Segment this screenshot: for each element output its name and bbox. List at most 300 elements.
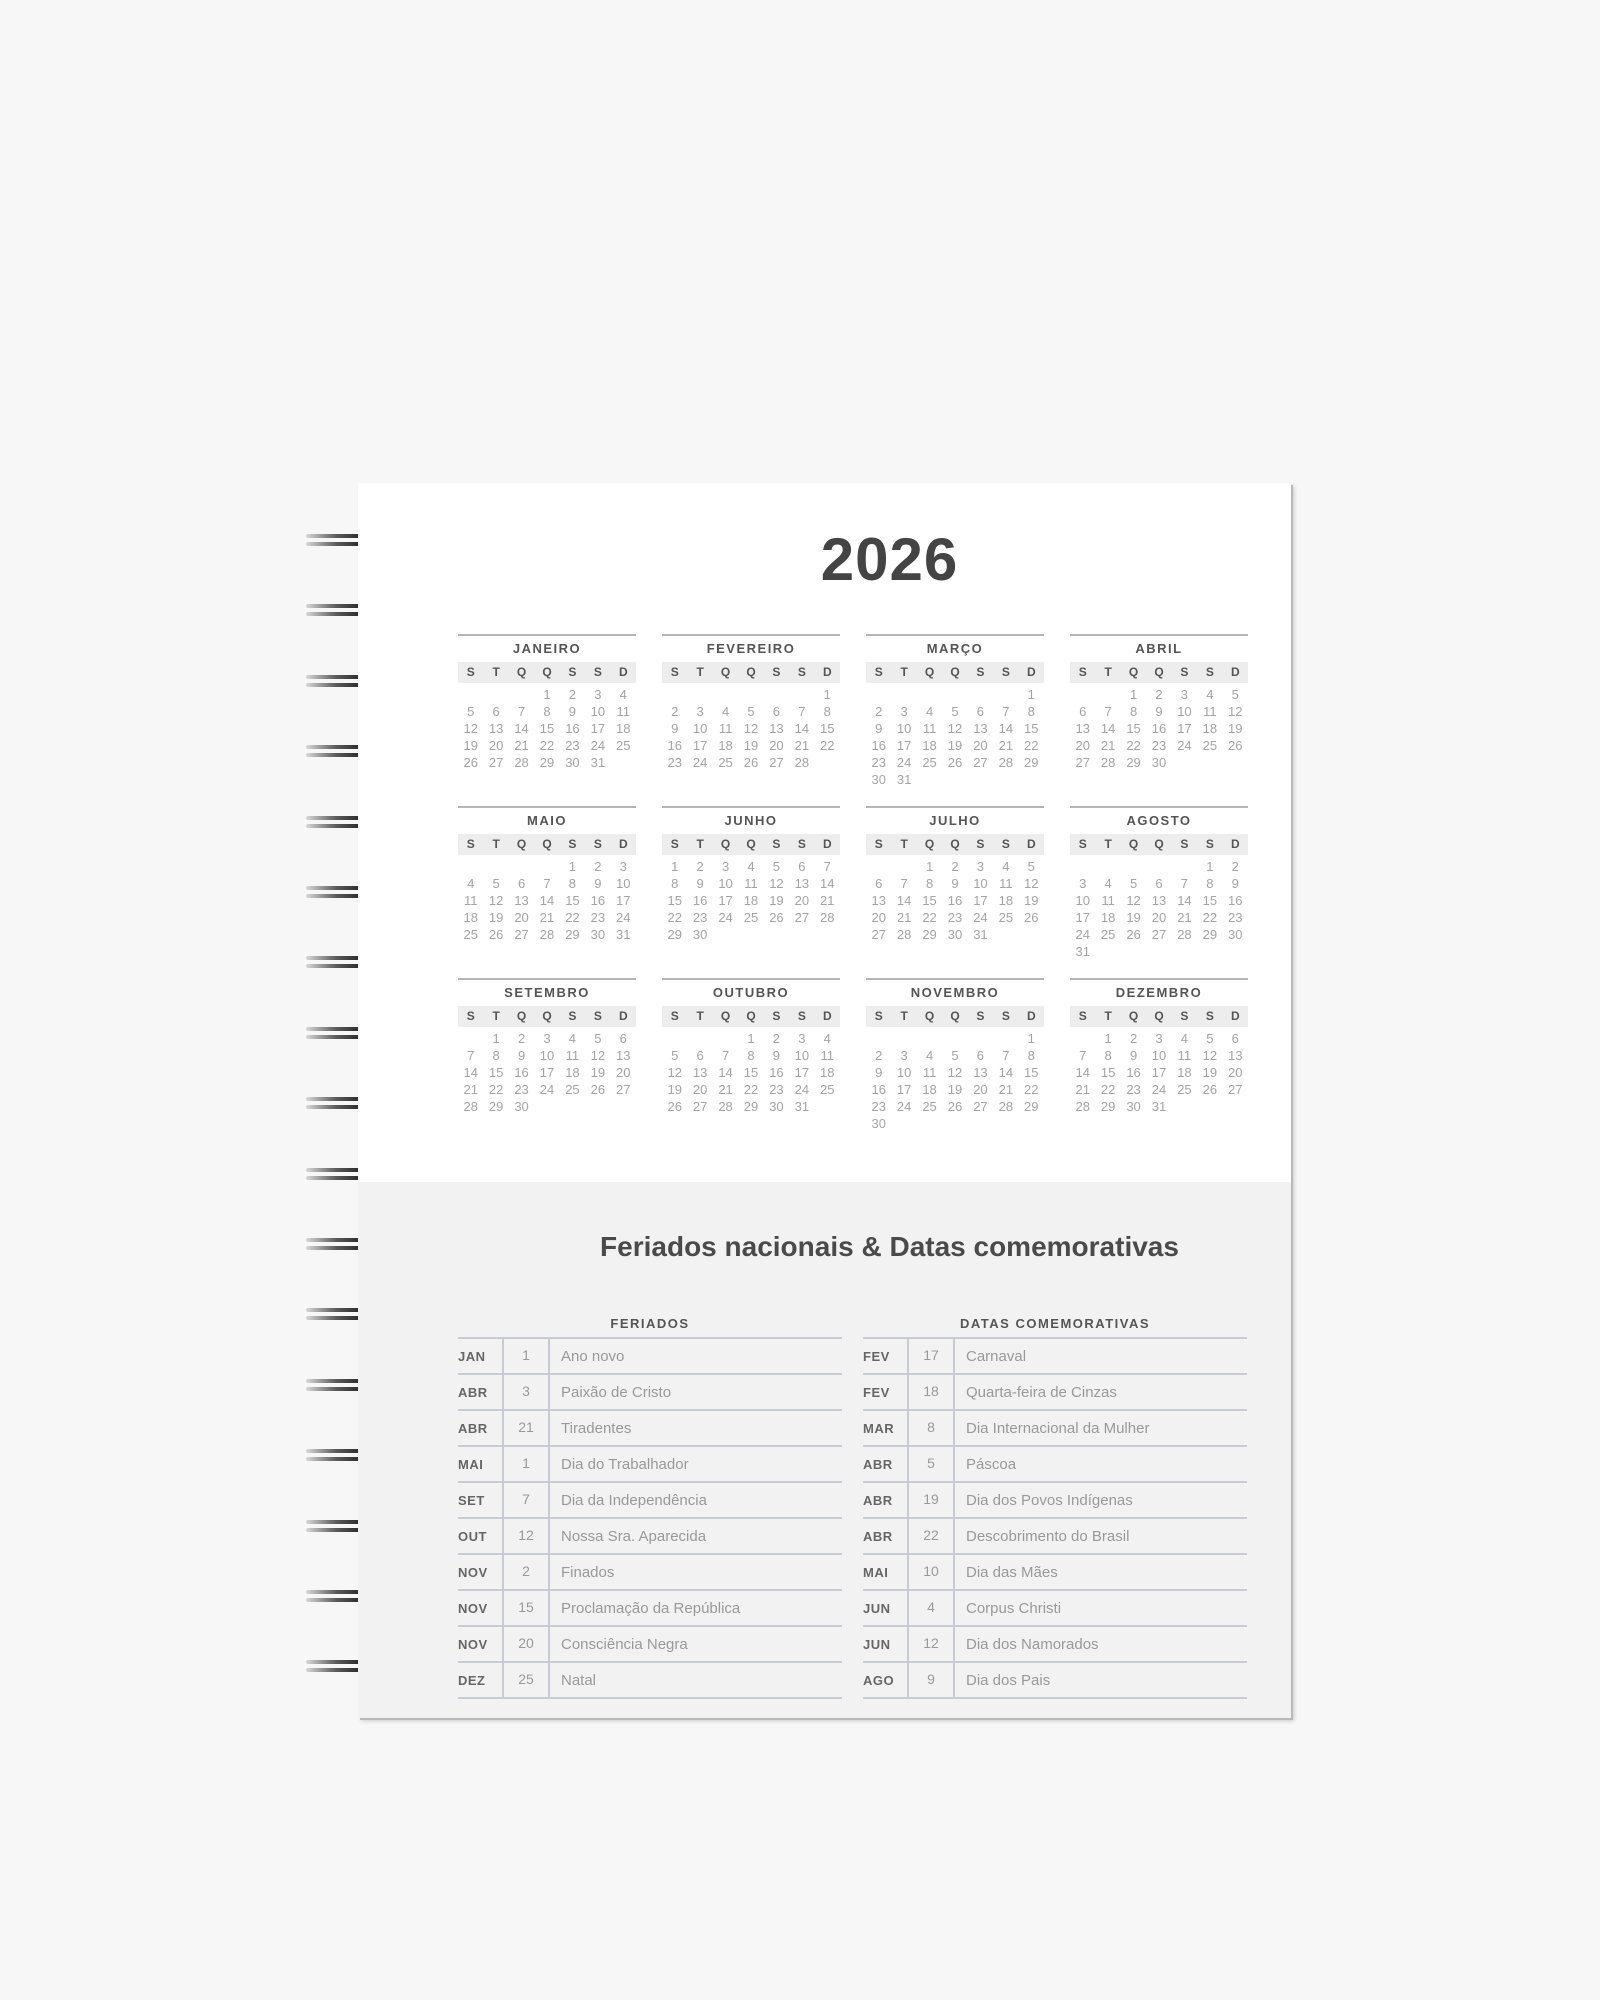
day-cell: 8	[1206, 876, 1214, 891]
day-cell	[917, 686, 942, 703]
day-cell: 23	[1228, 910, 1243, 925]
day-cell	[968, 686, 993, 703]
row-name: Dia da Independência	[561, 1491, 707, 1509]
day-cell	[891, 1030, 916, 1047]
row-day: 10	[909, 1555, 955, 1589]
day-cell: 7	[1002, 704, 1010, 719]
day-cell: 14	[463, 1065, 478, 1080]
day-cell: 22	[565, 910, 580, 925]
day-cell: 9	[875, 721, 883, 736]
month-calendar	[662, 978, 840, 1132]
day-cell: 25	[998, 910, 1014, 925]
table-row	[863, 1481, 1247, 1517]
day-cell: 11	[565, 1048, 580, 1063]
day-cell: 26	[1024, 910, 1039, 925]
day-cell: 10	[718, 876, 733, 891]
row-day: 15	[504, 1591, 550, 1625]
day-cell: 4	[823, 1031, 831, 1046]
day-cell	[1121, 858, 1146, 875]
day-cell: 8	[492, 1048, 500, 1063]
month-name: DEZEMBRO	[1115, 985, 1203, 1000]
day-cell: 7	[1002, 1048, 1010, 1063]
day-cell: 8	[823, 704, 831, 719]
day-cell: 14	[718, 1065, 733, 1080]
day-cell: 8	[543, 704, 551, 719]
day-cell: 17	[692, 738, 708, 753]
row-day: 9	[909, 1663, 955, 1697]
day-cell: 24	[1151, 1082, 1167, 1097]
weekday-header: S	[797, 1009, 806, 1023]
year-title: 2026	[820, 526, 959, 593]
day-cell: 19	[1202, 1065, 1218, 1080]
day-cell: 24	[718, 910, 733, 925]
table-row	[458, 1589, 842, 1625]
row-name: Dia das Mães	[966, 1563, 1058, 1581]
row-month: JUN	[863, 1627, 909, 1661]
weekday-header: S	[1180, 665, 1189, 679]
day-cell: 5	[1027, 859, 1035, 874]
day-cell: 1	[1027, 687, 1035, 702]
day-cell: 25	[1202, 738, 1218, 753]
day-cell	[662, 1030, 687, 1047]
day-cell: 13	[1151, 893, 1167, 908]
day-cell: 4	[619, 687, 627, 702]
day-cell: 5	[772, 859, 781, 874]
day-cell: 17	[794, 1065, 810, 1080]
weekday-header: S	[568, 665, 577, 679]
day-cell: 20	[1151, 910, 1167, 925]
day-cell: 26	[769, 910, 784, 925]
day-cell: 17	[896, 1082, 912, 1097]
weekday-header: S	[1001, 1009, 1010, 1023]
day-cell: 17	[590, 721, 606, 736]
day-cell: 9	[671, 721, 679, 736]
day-grid	[866, 858, 1044, 943]
day-cell: 20	[973, 738, 988, 753]
day-cell: 2	[568, 687, 577, 702]
day-cell: 23	[1126, 1082, 1141, 1097]
day-cell: 15	[743, 1065, 759, 1080]
day-cell: 20	[488, 738, 504, 753]
day-cell: 10	[616, 876, 631, 891]
day-cell	[968, 1030, 993, 1047]
day-cell: 22	[667, 910, 682, 925]
weekday-header: T	[1104, 1009, 1112, 1023]
day-cell: 4	[1002, 859, 1010, 874]
day-cell: 28	[1075, 1099, 1090, 1114]
day-cell: 5	[467, 704, 475, 719]
day-cell: 1	[543, 687, 551, 702]
month-calendar	[662, 634, 840, 788]
day-cell: 19	[743, 738, 759, 753]
day-cell: 4	[721, 704, 730, 719]
day-cell: 3	[900, 704, 908, 719]
day-cell: 16	[1228, 893, 1243, 908]
weekday-header: S	[568, 837, 577, 851]
day-cell: 23	[514, 1082, 529, 1097]
day-cell: 19	[947, 1082, 963, 1097]
day-cell: 29	[1100, 1099, 1116, 1114]
weekday-header: S	[874, 665, 883, 679]
day-cell: 16	[871, 738, 886, 753]
day-cell: 1	[1027, 1031, 1035, 1046]
weekday-header: S	[772, 837, 781, 851]
weekday-header: D	[1230, 665, 1240, 679]
day-cell: 22	[539, 738, 555, 753]
day-cell: 6	[772, 704, 781, 719]
day-cell: 10	[1151, 1048, 1167, 1063]
day-cell: 28	[1100, 755, 1116, 770]
day-cell: 3	[900, 1048, 908, 1063]
day-cell	[1146, 858, 1171, 875]
day-cell	[764, 686, 789, 703]
row-name: Quarta-feira de Cinzas	[966, 1383, 1117, 1401]
day-cell: 18	[1202, 721, 1218, 736]
day-cell: 18	[820, 1065, 835, 1080]
day-cell: 29	[922, 927, 937, 942]
row-name: Carnaval	[966, 1347, 1027, 1365]
month-calendar	[1070, 978, 1248, 1132]
day-cell	[866, 686, 891, 703]
row-day: 1	[504, 1339, 550, 1373]
day-cell: 26	[947, 755, 963, 770]
day-cell: 25	[565, 1082, 580, 1097]
day-cell: 7	[823, 859, 831, 874]
day-cell: 14	[1177, 893, 1192, 908]
day-cell: 22	[1024, 738, 1039, 753]
row-month: NOV	[458, 1591, 504, 1625]
day-cell: 26	[743, 755, 759, 770]
month-name: JUNHO	[724, 813, 778, 828]
day-grid	[1070, 686, 1248, 771]
weekday-header-row	[866, 662, 1044, 683]
day-cell: 1	[747, 1031, 755, 1046]
day-cell: 25	[743, 910, 759, 925]
row-day: 18	[909, 1375, 955, 1409]
day-cell: 17	[1151, 1065, 1167, 1080]
day-cell: 16	[769, 1065, 784, 1080]
day-cell: 15	[667, 893, 682, 908]
day-cell: 24	[794, 1082, 810, 1097]
day-cell: 26	[590, 1082, 606, 1097]
feriados-heading: FERIADOS	[610, 1316, 690, 1331]
weekday-header: T	[696, 1009, 704, 1023]
weekday-header: Q	[924, 1009, 935, 1023]
day-cell: 17	[1177, 721, 1192, 736]
row-month: ABR	[863, 1519, 909, 1553]
day-cell: 2	[594, 859, 602, 874]
day-cell: 23	[667, 755, 682, 770]
weekday-header-row	[866, 834, 1044, 855]
row-month: ABR	[863, 1447, 909, 1481]
day-cell: 6	[875, 876, 883, 891]
day-cell	[713, 1030, 738, 1047]
day-cell: 11	[1203, 704, 1217, 719]
weekday-header: D	[822, 665, 832, 679]
day-cell	[1070, 858, 1095, 875]
day-cell: 15	[922, 893, 937, 908]
day-cell: 11	[616, 704, 631, 719]
weekday-header: Q	[516, 1009, 527, 1023]
table-row	[863, 1553, 1247, 1589]
day-cell: 30	[1228, 927, 1243, 942]
month-calendar	[458, 806, 636, 960]
day-grid	[866, 1030, 1044, 1132]
row-name: Corpus Christi	[966, 1599, 1062, 1617]
row-day: 8	[909, 1411, 955, 1445]
weekday-header: Q	[924, 665, 935, 679]
day-cell: 14	[514, 721, 529, 736]
day-cell: 21	[998, 1082, 1014, 1097]
day-cell: 30	[692, 927, 708, 942]
day-cell: 10	[973, 876, 988, 891]
day-cell: 30	[871, 772, 886, 787]
weekday-header: D	[618, 665, 628, 679]
day-cell: 7	[543, 876, 551, 891]
weekday-header: S	[1180, 837, 1189, 851]
day-cell: 12	[463, 721, 478, 736]
day-grid	[866, 686, 1044, 788]
table-row	[863, 1445, 1247, 1481]
day-cell: 3	[594, 687, 602, 702]
day-cell: 28	[794, 755, 810, 770]
weekday-header: Q	[516, 665, 527, 679]
month-calendar	[458, 978, 636, 1132]
table-row	[863, 1409, 1247, 1445]
day-cell: 6	[492, 704, 500, 719]
day-cell: 15	[1024, 1065, 1039, 1080]
day-cell: 24	[896, 755, 912, 770]
day-cell: 24	[1177, 738, 1192, 753]
day-cell: 9	[875, 1065, 883, 1080]
day-cell: 17	[616, 893, 631, 908]
row-day: 7	[504, 1483, 550, 1517]
row-month: ABR	[458, 1411, 504, 1445]
day-cell: 5	[951, 704, 959, 719]
row-day: 2	[504, 1555, 550, 1589]
day-cell: 26	[1228, 738, 1243, 753]
day-cell: 11	[1101, 893, 1115, 908]
day-cell	[1095, 686, 1120, 703]
table-row	[863, 1661, 1247, 1699]
day-cell: 25	[820, 1082, 835, 1097]
row-month: FEV	[863, 1375, 909, 1409]
day-cell: 18	[463, 910, 478, 925]
weekday-header: Q	[1128, 665, 1139, 679]
weekday-header: D	[1026, 665, 1036, 679]
day-cell: 26	[463, 755, 478, 770]
day-cell: 21	[514, 738, 529, 753]
day-cell: 18	[565, 1065, 580, 1080]
day-cell: 8	[671, 876, 679, 891]
month-name: MARÇO	[926, 641, 984, 656]
day-cell: 12	[488, 893, 504, 908]
weekday-header: S	[466, 837, 475, 851]
day-cell: 29	[488, 1099, 504, 1114]
day-grid	[1070, 858, 1248, 960]
day-cell: 19	[667, 1082, 682, 1097]
day-cell: 30	[1126, 1099, 1141, 1114]
row-day: 17	[909, 1339, 955, 1373]
day-cell: 22	[1024, 1082, 1039, 1097]
day-cell: 12	[1126, 893, 1141, 908]
day-cell: 22	[1202, 910, 1218, 925]
day-cell: 11	[999, 876, 1013, 891]
day-cell: 2	[1155, 687, 1163, 702]
day-cell: 31	[1075, 944, 1090, 959]
day-cell: 13	[488, 721, 504, 736]
day-cell: 1	[1206, 859, 1214, 874]
weekday-header: Q	[746, 665, 756, 679]
weekday-header: T	[900, 665, 908, 679]
datas-comemorativas-heading: DATAS COMEMORATIVAS	[959, 1316, 1151, 1331]
day-cell: 31	[973, 927, 988, 942]
day-cell: 28	[463, 1099, 478, 1114]
day-cell: 11	[744, 876, 758, 891]
weekday-header: S	[593, 1009, 602, 1023]
day-cell	[458, 1030, 483, 1047]
day-cell: 6	[1155, 876, 1163, 891]
day-cell: 16	[947, 893, 963, 908]
day-cell: 13	[973, 721, 988, 736]
weekday-header: D	[1026, 1009, 1036, 1023]
day-cell: 21	[1177, 910, 1192, 925]
day-cell: 29	[1024, 1099, 1039, 1114]
row-name: Dia Internacional da Mulher	[966, 1419, 1150, 1437]
day-cell: 26	[1126, 927, 1141, 942]
day-cell: 9	[1155, 704, 1163, 719]
month-name: JULHO	[929, 813, 981, 828]
day-cell: 12	[743, 721, 759, 736]
weekday-header: S	[772, 665, 781, 679]
row-day: 22	[909, 1519, 955, 1553]
day-cell: 9	[1231, 876, 1239, 891]
day-cell: 18	[922, 738, 937, 753]
row-name: Dia do Trabalhador	[561, 1455, 689, 1473]
day-cell: 5	[1129, 876, 1138, 891]
day-cell: 20	[973, 1082, 988, 1097]
weekday-header: Q	[1154, 837, 1164, 851]
row-name: Tiradentes	[561, 1419, 632, 1437]
day-cell	[662, 686, 687, 703]
day-grid	[458, 686, 636, 771]
day-cell: 14	[794, 721, 810, 736]
row-month: MAR	[863, 1411, 909, 1445]
day-cell	[891, 858, 916, 875]
weekday-header: T	[1104, 665, 1112, 679]
row-month: DEZ	[458, 1663, 504, 1697]
day-cell: 31	[590, 755, 606, 770]
row-day: 20	[504, 1627, 550, 1661]
day-cell: 7	[1180, 876, 1189, 891]
day-cell: 1	[568, 859, 577, 874]
month-name: NOVEMBRO	[910, 985, 1000, 1000]
day-cell: 28	[1177, 927, 1192, 942]
row-month: ABR	[458, 1375, 504, 1409]
weekday-header: S	[976, 665, 985, 679]
weekday-header: D	[1026, 837, 1036, 851]
day-cell: 27	[871, 927, 886, 942]
day-cell: 20	[616, 1065, 631, 1080]
day-cell: 17	[896, 738, 912, 753]
row-name: Dia dos Povos Indígenas	[966, 1491, 1133, 1509]
day-cell	[458, 686, 483, 703]
day-cell: 25	[1100, 927, 1116, 942]
weekday-header: Q	[542, 665, 552, 679]
table-row	[863, 1625, 1247, 1661]
day-cell: 21	[1100, 738, 1116, 753]
weekday-header: S	[1078, 665, 1087, 679]
month-name: AGOSTO	[1126, 813, 1192, 828]
day-cell: 7	[517, 704, 526, 719]
day-cell: 18	[718, 738, 733, 753]
weekday-header: Q	[950, 665, 960, 679]
row-day: 5	[909, 1447, 955, 1481]
weekday-header: S	[568, 1009, 577, 1023]
weekday-header: S	[670, 665, 679, 679]
day-cell: 16	[590, 893, 606, 908]
day-cell: 23	[769, 1082, 784, 1097]
planner-page	[358, 483, 1291, 1718]
day-cell: 24	[896, 1099, 912, 1114]
day-cell: 13	[616, 1048, 631, 1063]
day-cell	[942, 686, 967, 703]
row-day: 4	[909, 1591, 955, 1625]
day-cell: 3	[543, 1031, 551, 1046]
day-cell: 4	[467, 876, 475, 891]
month-name: MAIO	[527, 813, 567, 828]
day-cell: 21	[1075, 1082, 1090, 1097]
day-cell: 22	[1100, 1082, 1116, 1097]
row-month: NOV	[458, 1555, 504, 1589]
day-cell: 30	[1151, 755, 1167, 770]
day-cell: 6	[696, 1048, 704, 1063]
weekday-header: S	[1205, 837, 1214, 851]
day-cell: 13	[1228, 1048, 1243, 1063]
day-cell: 22	[743, 1082, 759, 1097]
day-cell: 4	[925, 1048, 934, 1063]
day-cell: 8	[1027, 704, 1035, 719]
day-cell: 13	[514, 893, 529, 908]
day-cell	[866, 858, 891, 875]
day-cell: 11	[922, 1065, 937, 1080]
day-cell: 16	[1151, 721, 1167, 736]
day-cell: 22	[820, 738, 835, 753]
day-cell: 5	[671, 1048, 679, 1063]
day-cell: 25	[616, 738, 631, 753]
day-cell: 14	[998, 721, 1014, 736]
day-cell: 6	[1079, 704, 1087, 719]
day-cell: 18	[616, 721, 631, 736]
day-cell: 15	[1100, 1065, 1116, 1080]
weekday-header: S	[874, 837, 883, 851]
day-cell: 19	[947, 738, 963, 753]
day-cell: 19	[1126, 910, 1141, 925]
table-row	[863, 1373, 1247, 1409]
day-cell: 12	[1202, 1048, 1218, 1063]
month-name: SETEMBRO	[504, 985, 590, 1000]
day-cell: 9	[517, 1048, 526, 1063]
weekday-header: Q	[542, 1009, 552, 1023]
row-month: AGO	[863, 1663, 909, 1697]
day-cell: 27	[794, 910, 810, 925]
day-cell	[713, 686, 738, 703]
weekday-header: T	[492, 1009, 500, 1023]
weekday-header: S	[1001, 665, 1010, 679]
day-cell: 1	[823, 687, 831, 702]
day-cell: 10	[590, 704, 606, 719]
day-cell: 6	[798, 859, 806, 874]
